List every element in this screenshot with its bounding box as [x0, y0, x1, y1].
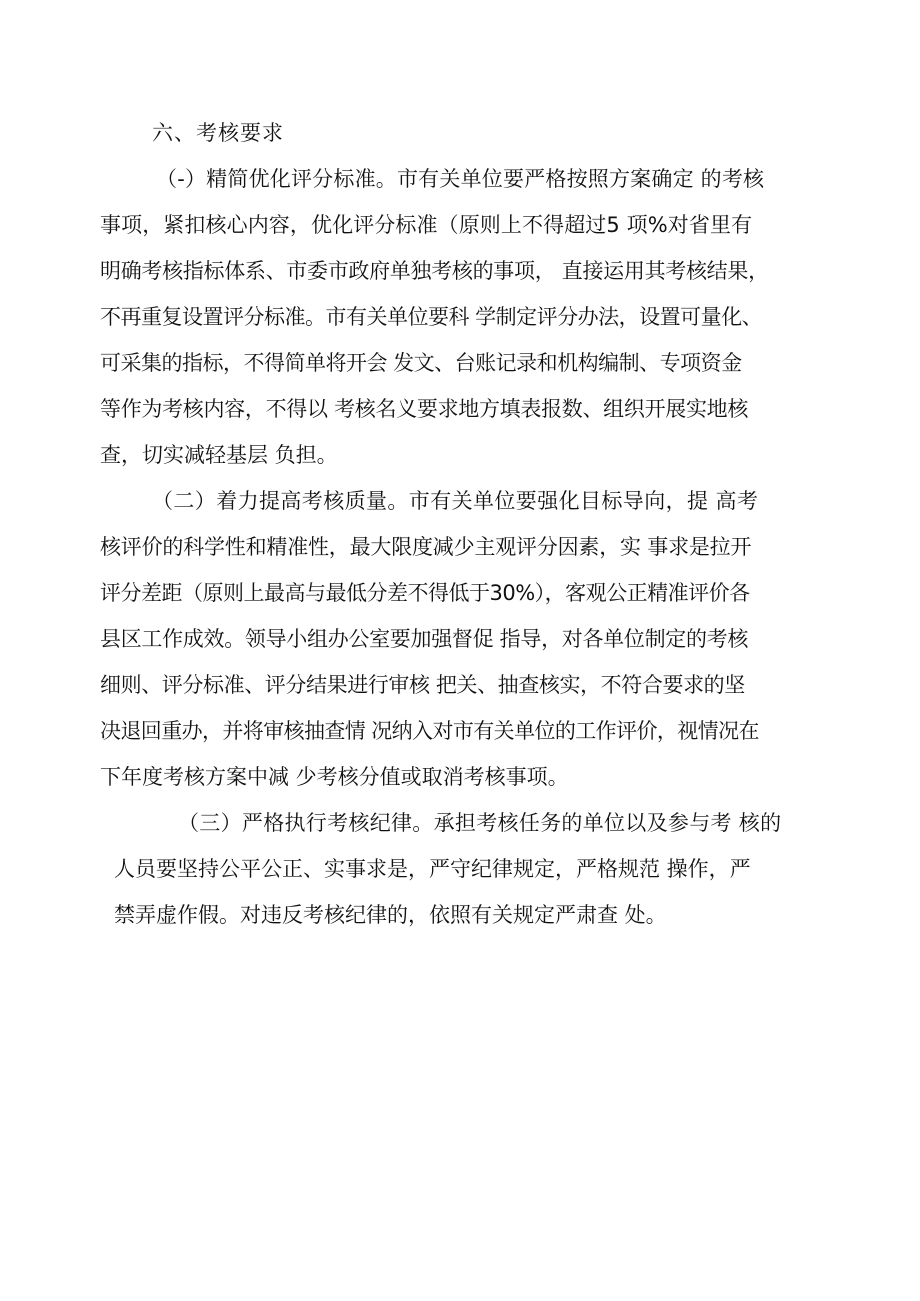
paragraph-2-line-7: 下年度考核方案中减 少考核分值或取消考核事项。 [100, 765, 569, 789]
paragraph-1-line-3: 明确考核指标体系、市委市政府单独考核的事项， 直接运用其考核结果， [100, 259, 769, 283]
paragraph-2-line-2: 核评价的科学性和精准性，最大限度减少主观评分因素，实 事求是拉开 [100, 535, 752, 559]
paragraph-1-line-2: 事项，紧扣核心内容，优化评分标准（原则上不得超过5 项%对省里有 [100, 213, 753, 237]
paragraph-1-line-7: 查，切实减轻基层 负担。 [100, 443, 338, 467]
paragraph-3-line-1: （三）严格执行考核纪律。承担考核任务的单位以及参与考 核的 [178, 811, 782, 835]
paragraph-2-line-6: 决退回重办，并将审核抽查情 况纳入对市有关单位的工作评价，视情况在 [100, 719, 759, 743]
paragraph-1-line-4: 不再重复设置评分标准。市有关单位要科 学制定评分办法，设置可量化、 [100, 305, 763, 329]
paragraph-3-line-3: 禁弄虚作假。对违反考核纪律的，依照有关规定严肃查 处。 [114, 903, 667, 927]
paragraph-1-line-5: 可采集的指标，不得简单将开会 发文、台账记录和机构编制、专项资金 [100, 351, 742, 375]
paragraph-3-line-2: 人员要坚持公平公正、实事求是，严守纪律规定，严格规范 操作，严 [114, 857, 751, 881]
paragraph-1-line-1: （-）精简优化评分标准。市有关单位要严格按照方案确定 的考核 [156, 167, 765, 191]
paragraph-1-line-6: 等作为考核内容，不得以 考核名义要求地方填表报数、组织开展实地核 [100, 397, 749, 421]
paragraph-2-line-4: 县区工作成效。领导小组办公室要加强督促 指导，对各单位制定的考核 [100, 627, 749, 651]
paragraph-2-line-5: 细则、评分标准、评分结果进行审核 把关、抽查核实，不符合要求的坚 [100, 673, 745, 697]
section-heading: 六、考核要求 [152, 121, 284, 145]
paragraph-2-line-3: 评分差距（原则上最高与最低分差不得低于30%），客观公正精准评价各 [100, 581, 750, 605]
paragraph-2-line-1: （二）着力提高考核质量。市有关单位要强化目标导向，提 高考 [152, 489, 759, 513]
